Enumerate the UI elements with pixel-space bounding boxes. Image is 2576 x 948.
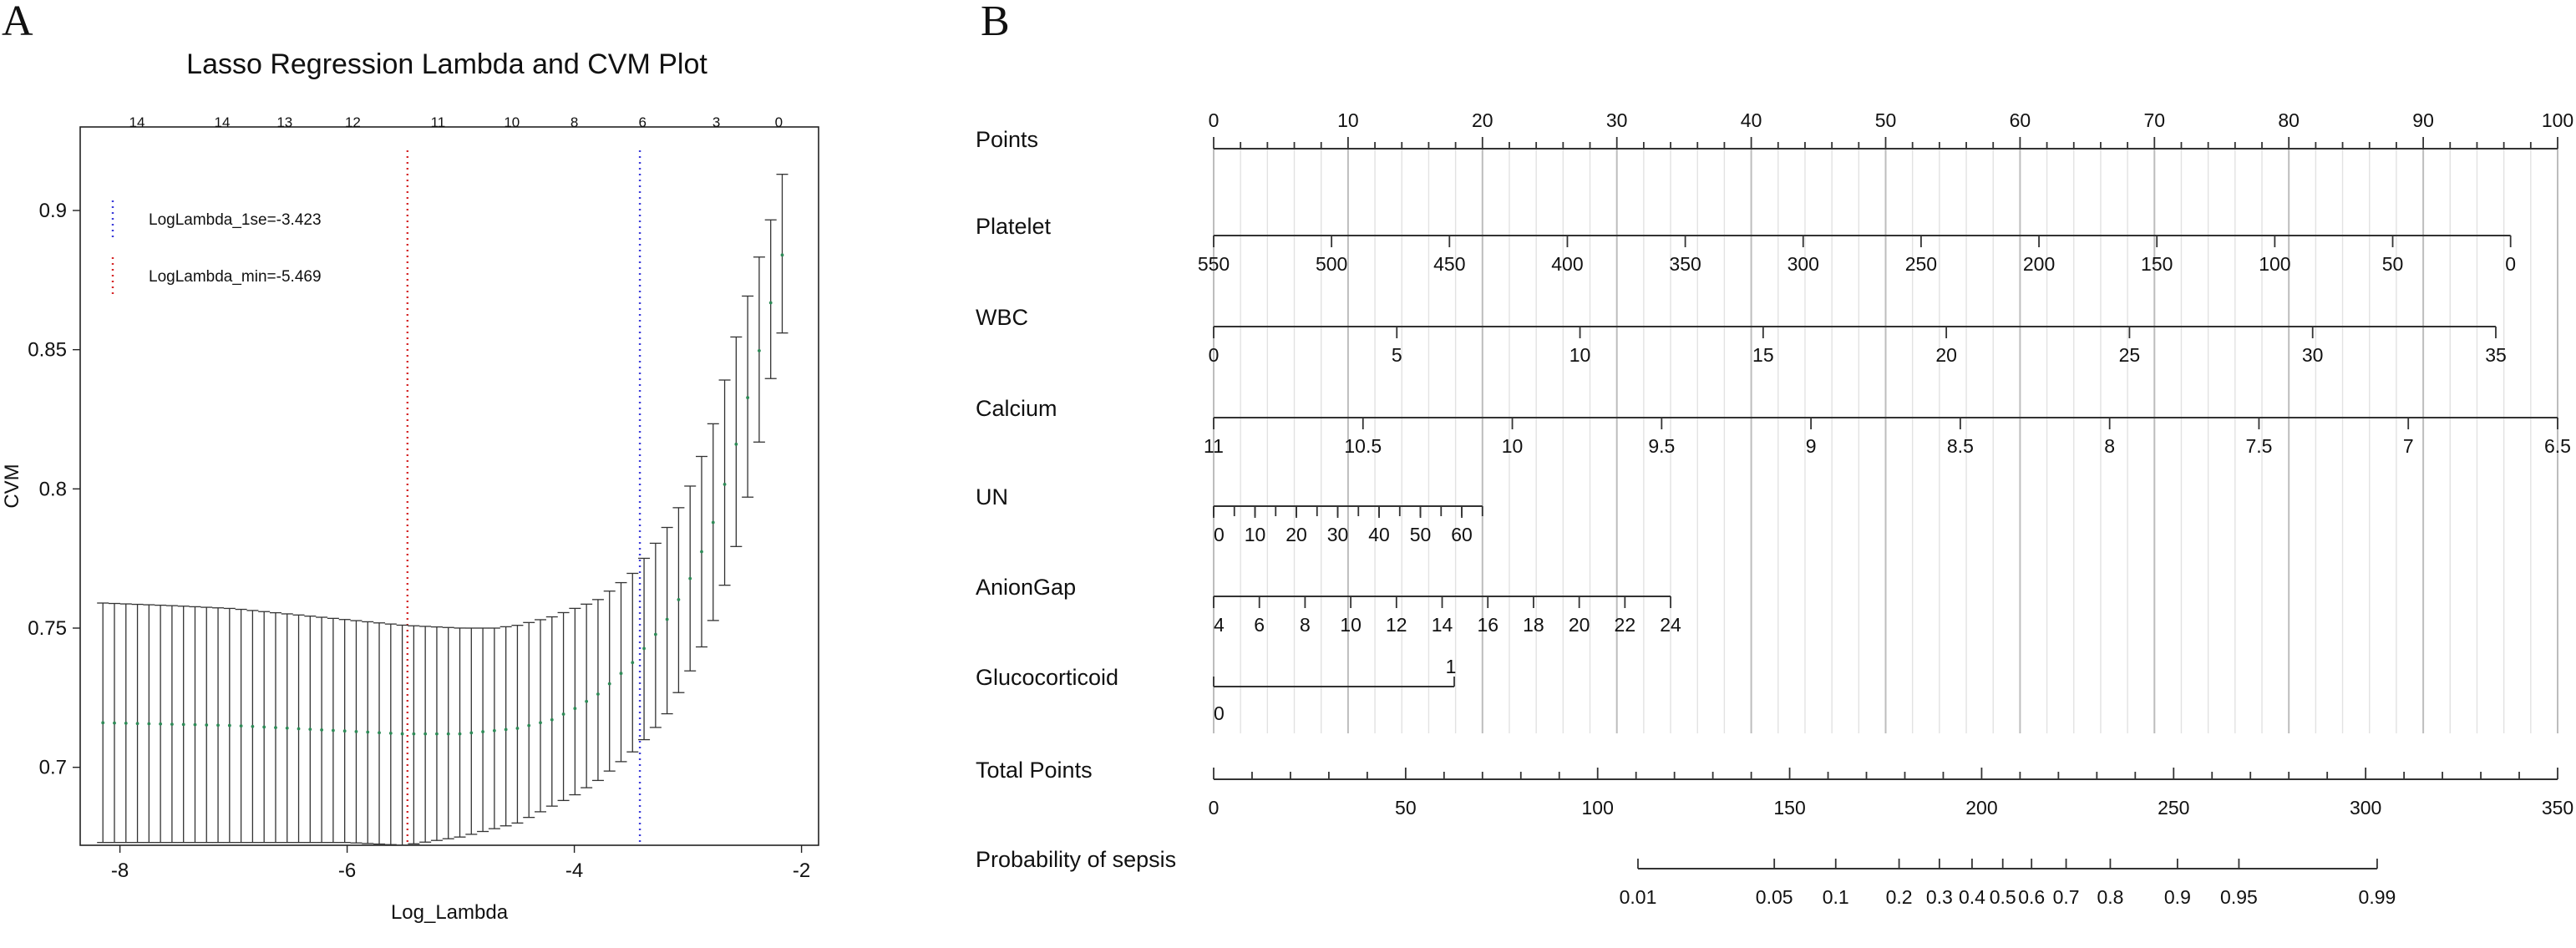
axis-tick-label: 10 <box>1501 435 1524 457</box>
points-tick-label: 30 <box>1605 109 1628 131</box>
row-label-probability-of-sepsis: Probability of sepsis <box>976 847 1177 872</box>
total-points-tick-label: 300 <box>2349 797 2382 819</box>
row-label-calcium: Calcium <box>976 396 1057 421</box>
panel-b-label: B <box>981 0 1010 45</box>
axis-tick-label: 50 <box>1409 524 1432 545</box>
axis-tick-label: 30 <box>1326 524 1349 545</box>
row-label-total-points: Total Points <box>976 758 1093 783</box>
axis-tick-label: 12 <box>1386 614 1407 636</box>
total-points-tick-label: 250 <box>2158 797 2190 819</box>
axis-tick-label: 50 <box>2381 253 2404 275</box>
axis-tick-label: 20 <box>1935 344 1957 366</box>
points-tick-label: 100 <box>2541 109 2574 131</box>
axis-tick-label: 550 <box>1197 253 1230 275</box>
x-tick-label: -4 <box>565 859 584 882</box>
axis-tick-label: 10 <box>1340 614 1362 636</box>
total-points-tick-label: 100 <box>1581 797 1614 819</box>
top-axis-count-label: 0 <box>774 114 783 130</box>
axis-tick-label: 20 <box>1568 614 1590 636</box>
axis-tick-label: 8.5 <box>1946 435 1974 457</box>
row-label-platelet: Platelet <box>976 214 1052 239</box>
axis-tick-label: 11 <box>1204 435 1224 457</box>
probability-tick-label: 0.7 <box>2052 886 2080 908</box>
y-tick-label: 0.9 <box>38 200 67 222</box>
axis-tick-label: 60 <box>1451 524 1473 545</box>
axis-tick-label: 200 <box>2022 253 2056 275</box>
axis-tick-label: 25 <box>2118 344 2141 366</box>
total-points-tick-label: 350 <box>2541 797 2574 819</box>
points-tick-label: 20 <box>1472 109 1493 131</box>
axis-tick-label: 100 <box>2259 253 2291 275</box>
axis-tick-label: 40 <box>1368 524 1390 545</box>
axis-tick-label: 350 <box>1669 253 1701 275</box>
y-tick-label: 0.75 <box>28 617 67 640</box>
y-tick-label: 0.7 <box>38 756 67 779</box>
axis-tick-label: 8 <box>1300 614 1311 636</box>
points-tick-label: 40 <box>1740 109 1762 131</box>
top-axis-count-label: 14 <box>129 114 145 130</box>
y-tick-label: 0.85 <box>28 338 67 362</box>
axis-tick-label: 0 <box>1214 524 1225 545</box>
total-points-tick-label: 200 <box>1965 797 1998 819</box>
axis-tick-label: 0 <box>1208 344 1220 366</box>
axis-tick-label: 450 <box>1433 253 1466 275</box>
probability-tick-label: 0.6 <box>2018 886 2046 908</box>
axis-tick-label: 400 <box>1551 253 1584 275</box>
probability-tick-label: 0.4 <box>1958 886 1985 908</box>
axis-tick-label: 5 <box>1391 344 1402 366</box>
points-tick-label: 10 <box>1337 109 1359 131</box>
axis-tick-label: 22 <box>1614 614 1636 636</box>
points-tick-label: 60 <box>2009 109 2031 131</box>
probability-tick-label: 0.9 <box>2163 886 2191 908</box>
axis-tick-label: 10.5 <box>1344 435 1382 457</box>
axis-tick-label: 0 <box>2505 253 2517 275</box>
top-axis-count-label: 6 <box>638 114 647 130</box>
axis-tick-label: 300 <box>1787 253 1819 275</box>
x-tick-label: -2 <box>792 859 811 882</box>
probability-tick-label: 0.95 <box>2220 886 2258 908</box>
row-label-points: Points <box>976 127 1039 152</box>
probability-tick-label: 0.05 <box>1755 886 1793 908</box>
y-tick-label: 0.8 <box>38 478 67 501</box>
top-axis-count-label: 13 <box>276 114 293 130</box>
axis-tick-label: 9.5 <box>1648 435 1676 457</box>
probability-tick-label: 0.3 <box>1925 886 1953 908</box>
top-axis-count-label: 3 <box>712 114 721 130</box>
axis-tick-label: 10 <box>1569 344 1591 366</box>
row-label-wbc: WBC <box>976 305 1028 330</box>
axis-tick-label: 10 <box>1244 524 1266 545</box>
top-axis-count-label: 10 <box>504 114 520 130</box>
x-tick-label: -8 <box>110 859 129 882</box>
axis-tick-label: 7 <box>2402 435 2414 457</box>
axis-tick-label: 24 <box>1660 614 1681 636</box>
top-axis-count-label: 12 <box>344 114 361 130</box>
axis-tick-label: 0 <box>1214 702 1225 724</box>
axis-tick-label: 14 <box>1431 614 1453 636</box>
total-points-tick-label: 0 <box>1208 797 1220 819</box>
x-tick-label: -6 <box>337 859 357 882</box>
chart-title: Lasso Regression Lambda and CVM Plot <box>186 48 707 80</box>
total-points-tick-label: 150 <box>1773 797 1806 819</box>
points-tick-label: 0 <box>1208 109 1220 131</box>
points-tick-label: 50 <box>1874 109 1897 131</box>
axis-tick-label: 18 <box>1523 614 1544 636</box>
axis-tick-label: 15 <box>1752 344 1774 366</box>
axis-tick-label: 4 <box>1214 614 1225 636</box>
top-axis-count-label: 11 <box>430 114 446 130</box>
probability-tick-label: 0.01 <box>1619 886 1657 908</box>
axis-tick-label: 500 <box>1315 253 1348 275</box>
axis-tick-label: 9 <box>1805 435 1817 457</box>
axis-tick-label: 250 <box>1904 253 1938 275</box>
axis-tick-label: 8 <box>2104 435 2116 457</box>
points-tick-label: 80 <box>2278 109 2300 131</box>
x-axis-label: Log_Lambda <box>390 901 509 924</box>
axis-tick-label: 7.5 <box>2245 435 2273 457</box>
row-label-aniongap: AnionGap <box>976 575 1077 600</box>
probability-tick-label: 0.2 <box>1885 886 1913 908</box>
probability-tick-label: 0.8 <box>2097 886 2124 908</box>
axis-tick-label: 20 <box>1285 524 1307 545</box>
axis-tick-label: 150 <box>2141 253 2173 275</box>
y-axis-label: CVM <box>1 464 23 509</box>
probability-tick-label: 0.99 <box>2358 886 2396 908</box>
points-tick-label: 70 <box>2143 109 2166 131</box>
row-label-glucocorticoid: Glucocorticoid <box>976 665 1119 690</box>
legend-entry: LogLambda_min=-5.469 <box>149 268 322 286</box>
axis-tick-label: 30 <box>2301 344 2324 366</box>
axis-tick-label: 6 <box>1254 614 1265 636</box>
axis-tick-label: 35 <box>2485 344 2507 366</box>
total-points-tick-label: 50 <box>1395 797 1417 819</box>
probability-tick-label: 0.5 <box>1989 886 2016 908</box>
top-axis-count-label: 14 <box>214 114 231 130</box>
axis-tick-label: 1 <box>1445 656 1457 677</box>
axis-tick-label: 6.5 <box>2544 435 2571 457</box>
axis-tick-label: 16 <box>1477 614 1499 636</box>
top-axis-count-label: 8 <box>570 114 579 130</box>
row-label-un: UN <box>976 484 1008 509</box>
probability-tick-label: 0.1 <box>1822 886 1849 908</box>
points-tick-label: 90 <box>2412 109 2434 131</box>
panel-a-label: A <box>2 0 33 45</box>
legend-entry: LogLambda_1se=-3.423 <box>149 211 322 229</box>
